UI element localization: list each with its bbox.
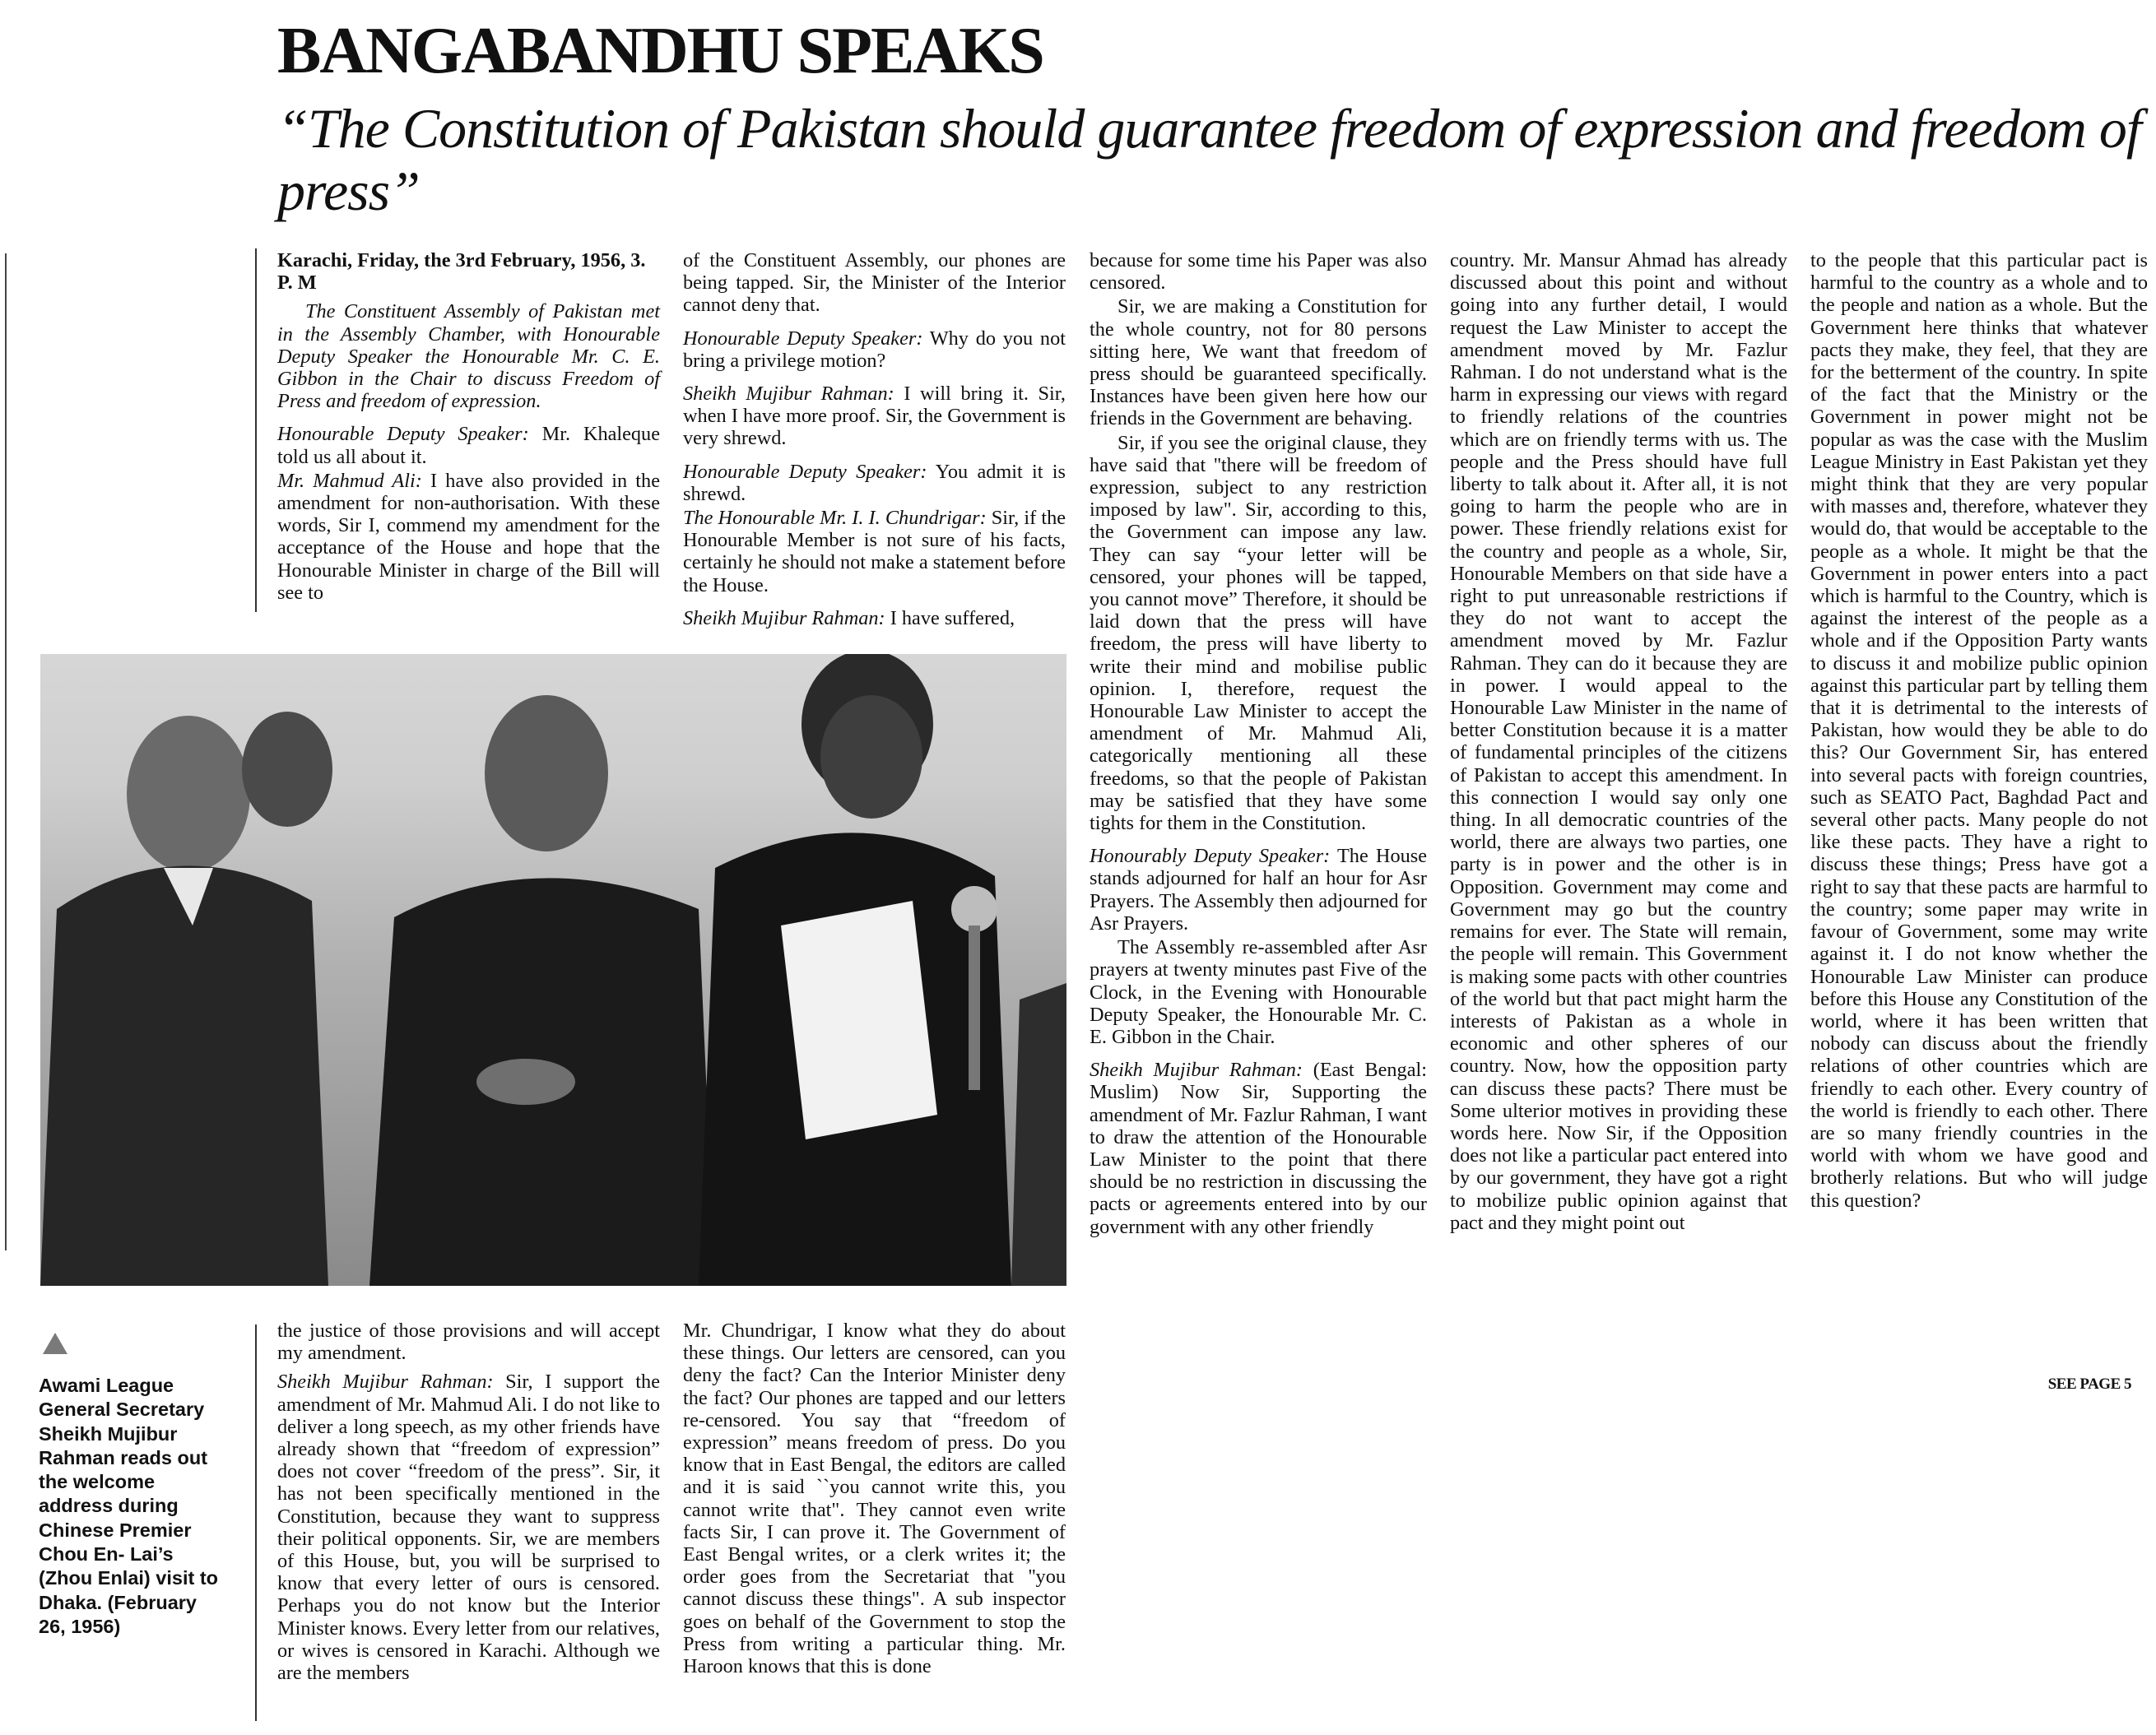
speech: You admit it is shrewd. xyxy=(683,460,1066,505)
paragraph xyxy=(277,423,660,467)
paragraph xyxy=(683,607,1066,629)
speech: (East Bengal: Muslim) Now Sir, Supporting the amendment of Mr. Fazlur Rahman, I want to draw the attention of the Honourable Law Minister to the point that there should be no restriction in discussing the pacts or agreements entered into by our government with any other friendly xyxy=(1090,1059,1427,1238)
column-2-bottom xyxy=(683,1320,1066,1688)
speaker: Honourable Deputy Speaker: xyxy=(683,327,923,350)
paragraph xyxy=(683,327,1066,372)
column-1-bottom xyxy=(277,1320,660,1695)
paragraph: to the people that this particular pact is harmful to the country as a whole and to the people and nation as a whole. But the Government here thinks that whatever pacts they make, they feel, that they are for the betterment of the country. In spite of the fact that the Ministry or the Government in power might not be popular as was the case with the Muslim League Ministry in East Pakistan yet they might think that they are very popular with masses and, therefore, whatever they would do, that would be acceptable to the people as a whole. It might be that the Government in power enters into a pact which is harmful to the Country, which is against the interest of the people as a whole and if the Opposition Party wants to discuss it and mobilize public opinion against this particular part by telling them that it is detrimental to the interests of Pakistan, how would they be able to do this? Our Government Sir, has entered into several pacts with foreign countries, such as SEATO Pact, Baghdad Pact and several other pacts. Many people do not like these pacts. They have a right to discuss these things; Press have got a right to say that these pacts are harmful to the country; some paper may write in favour of Government, some may write against it. I do not know whether the Honourable Law Minister can produce before this House any Constitution of the world, where it has been written that nobody can discuss about the friendly relations of other countries which are friendly to each other. Every country of the world is friendly to each other. There are so many friendly countries in the world with whom we have good and brotherly relations. But who will judge this question? xyxy=(1810,249,2148,1212)
speech: Why do you not bring a privilege motion? xyxy=(683,327,1066,372)
photo-illustration xyxy=(40,654,1066,1286)
column-2-top xyxy=(683,249,1066,640)
headline: BANGABANDHU SPEAKS xyxy=(277,15,1043,87)
intro-paragraph: The Constituent Assembly of Pakistan met in the Assembly Chamber, with Honourable Deputy Speaker the Honourable Mr. C. E. Gibbon in the Chair to discuss Freedom of Press and freedom of expression. xyxy=(277,300,660,413)
paragraph xyxy=(277,470,660,604)
speech: I will bring it. Sir, when I have more proof. Sir, the Government is very shrewd. xyxy=(683,383,1066,450)
dateline: Karachi, Friday, the 3rd February, 1956, 3. P. M xyxy=(277,249,646,295)
column-4 xyxy=(1450,249,1787,1245)
speaker: Sheikh Mujibur Rahman: xyxy=(1090,1059,1303,1082)
paragraph: country. Mr. Mansur Ahmad has already discussed about this point and without going into any further detail, I would request the Law Minister to accept the amendment moved by Mr. Fazlur Rahman. I do not understand what is the harm in expressing our views with regard to friendly relations of the countries which are on friendly terms with us. The people and the Press should have full liberty to talk about it. After all, it is not going to harm the people who are in power. These friendly relations exist for the country and people as a whole, Sir, Honourable Members on that side have a right to put unreasonable restrictions if they do not want to accept the amendment moved by Mr. Fazlur Rahman. They can do it because they are in power. I would appeal to the Honourable Law Minister in the name of better Constitution because it is a matter of fundamental principles of the citizens of Pakistan to accept this amendment. In this connection I would say only one thing. In all democratic countries of the world, there are always two parties, one party is in power and the other is in Opposition. Government may come and Government may go but the country remains for ever. The State will remain, the people will remain. This Government is making some pacts with other countries of the world but that pact might harm the interests of Pakistan as a whole in economic and other spheres of our country. Now, how the opposition party can discuss these pacts? There must be Some ulterior motives in providing these words here. Now Sir, if the Opposition does not like a particular pact entered into by our government, they have got a right to mobilize public opinion against that pact and they might point out xyxy=(1450,249,1787,1234)
paragraph: of the Constituent Assembly, our phones are being tapped. Sir, the Minister of the Interior cannot deny that. xyxy=(683,249,1066,317)
column-1-top xyxy=(277,249,660,615)
paragraph xyxy=(683,383,1066,450)
speaker: The Honourable Mr. I. I. Chundrigar: xyxy=(683,507,987,530)
speech: The House stands adjourned for half an hour for Asr Prayers. The Assembly then adjourned for Asr Prayers. xyxy=(1090,845,1427,935)
speaker: Sheikh Mujibur Rahman: xyxy=(683,606,885,629)
speaker: Sheikh Mujibur Rahman: xyxy=(683,383,894,406)
paragraph xyxy=(277,1371,660,1684)
paragraph: The Assembly re-assembled after Asr prayers at twenty minutes past Five of the Clock, in the Evening with Honourable Deputy Speaker, the Honourable Mr. C. E. Gibbon in the Chair. xyxy=(1090,936,1427,1048)
speech: I have suffered, xyxy=(885,606,1015,629)
column-rule-top xyxy=(255,248,257,612)
paragraph: Sir, if you see the original clause, they have said that ''there will be freedom of expression, subject to any restriction imposed by law". Sir, according to this, the Government can impose any law. They can say “your letter will be censored, your phones will be tapped, you cannot move” Therefore, it should be laid down that the press will have freedom, the press will have liberty to write their mind and mobilise public opinion. I, therefore, request the Honourable Law Minister to accept the amendment of Mr. Mahmud Ali, categorically mentioning all these freedoms, so that the people of Pakistan may be satisfied that they have some tights for them in the Constitution. xyxy=(1090,431,1427,835)
speech: Sir, I support the amendment of Mr. Mahmud Ali. I do not like to deliver a long speech, as my other friends have already shown that “freedom of expression” does not cover “freedom of the press”. Sir, it has not been specifically mentioned in the Constitution, because they want to suppress their political opponents. Sir, we are members of this House, but, you will be surprised to know that every letter of ours is censored. Perhaps you do not know but the Interior Minister knows. Every letter from our relatives, or wives is censored in Karachi. Although we are the members xyxy=(277,1371,660,1685)
speaker: Honourable Deputy Speaker: xyxy=(277,423,529,446)
speech: Sir, if the Honourable Member is not sure of his facts, certainly he should not make a statement before the House. xyxy=(683,507,1066,596)
speaker: Honourably Deputy Speaker: xyxy=(1090,845,1331,868)
caption-arrow-icon xyxy=(43,1333,67,1354)
see-page-link[interactable]: SEE PAGE 5 xyxy=(2047,1375,2131,1393)
paragraph xyxy=(1090,845,1427,935)
news-photo xyxy=(40,654,1066,1286)
photo-caption: Awami League General Secretary Sheikh Mujibur Rahman reads out the welcome address during Chinese Premier Chou En- Lai’s (Zhou Enlai) visit to Dhaka. (February 26, 1956) xyxy=(39,1375,219,1637)
paragraph xyxy=(683,507,1066,596)
speaker: Sheikh Mujibur Rahman: xyxy=(277,1371,494,1394)
column-3 xyxy=(1090,249,1427,1249)
deck-quote: “The Constitution of Pakistan should guarantee freedom of expression and freedom of press” xyxy=(277,97,2141,223)
paragraph xyxy=(683,461,1066,505)
paragraph: the justice of those provisions and will accept my amendment. xyxy=(277,1320,660,1365)
paragraph xyxy=(1090,1059,1427,1238)
speaker: Honourable Deputy Speaker: xyxy=(683,460,927,483)
margin-rule xyxy=(5,253,7,1250)
speech: I have also provided in the amendment for non-authorisation. With these words, Sir I, commend my amendment for the acceptance of the House and hope that the Honourable Minister in charge of the Bill will see to xyxy=(277,469,660,604)
column-5 xyxy=(1810,249,2148,1222)
paragraph: because for some time his Paper was also censored. xyxy=(1090,249,1427,295)
column-rule-bottom xyxy=(255,1324,257,1721)
speaker: Mr. Mahmud Ali: xyxy=(277,469,422,492)
speech: Mr. Khaleque told us all about it. xyxy=(277,423,660,468)
paragraph: Sir, we are making a Constitution for the whole country, not for 80 persons sitting here, We want that freedom of press should be guaranteed specifically. Instances have been given here how our friends in the Government are behaving. xyxy=(1090,295,1427,430)
paragraph: Mr. Chundrigar, I know what they do about these things. Our letters are censored, can you deny the fact? Can the Interior Minister deny the fact? Our phones are tapped and our letters re-censored. You say that “freedom of expression” means freedom of press. Do you know that in East Bengal, the editors are called and it is said ``you cannot write this, you cannot write that". They cannot even write facts Sir, I can prove it. The Government of East Bengal writes, or a clerk writes it; the order goes from the Secretariat that ''you cannot discuss these things". A sub inspector goes on behalf of the Government to stop the Press from writing a particular thing. Mr. Haroon knows that this is done xyxy=(683,1320,1066,1678)
